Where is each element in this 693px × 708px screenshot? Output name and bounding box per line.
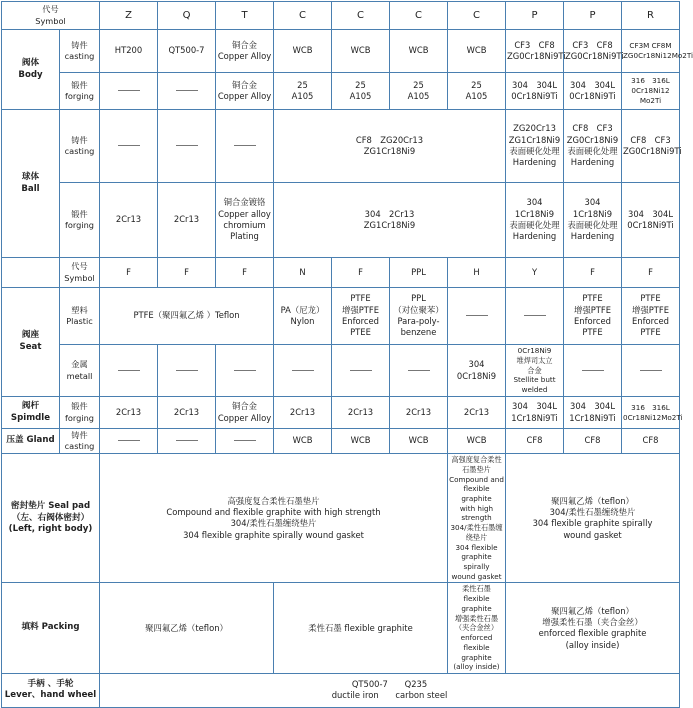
body-label: 阀体 Body bbox=[2, 30, 60, 110]
empty-cell bbox=[274, 345, 332, 397]
cell: 316 316L 0Cr18Ni12 Mo2Ti bbox=[622, 73, 680, 110]
cell: WCB bbox=[274, 30, 332, 73]
cell: 2Cr13 bbox=[100, 397, 158, 429]
code-cell: Z bbox=[100, 2, 158, 30]
cell: ZG20Cr13 ZG1Cr18Ni9 表面硬化处理 Hardening bbox=[506, 110, 564, 183]
cell: CF3 CF8 ZG0Cr18Ni9Ti bbox=[564, 30, 622, 73]
ball-forging-row bbox=[2, 183, 680, 258]
empty-cell bbox=[506, 288, 564, 345]
cell: 304 304L 0Cr18Ni9Ti bbox=[506, 73, 564, 110]
body-casting-row bbox=[2, 30, 680, 73]
packing-label: 填料 Packing bbox=[2, 583, 100, 673]
cell: PPL （对位聚苯） Para-poly- benzene bbox=[390, 288, 448, 345]
cell: 2Cr13 bbox=[158, 397, 216, 429]
cell: QT500-7 bbox=[158, 30, 216, 73]
cell: 25 A105 bbox=[448, 73, 506, 110]
code-cell: F bbox=[158, 258, 216, 288]
cell: 聚四氟乙烯（teflon） 增强柔性石墨（夹合金丝） enforced flexible graphite (alloy inside) bbox=[506, 583, 680, 673]
forging-label: 锻件 forging bbox=[60, 397, 100, 429]
ball-casting-row bbox=[2, 110, 680, 183]
code-cell: C bbox=[448, 2, 506, 30]
seat-label: 阀座 Seat bbox=[2, 288, 60, 397]
cell: PA（尼龙） Nylon bbox=[274, 288, 332, 345]
cell: 高强度复合柔性石墨垫片 Compound and flexible graphite with high strength 304/柔性石墨缠绕垫片 304 flexible graphite spirally wound gasket bbox=[448, 454, 506, 583]
cell: 316 316L 0Cr18Ni12Mo2Ti bbox=[622, 397, 680, 429]
empty-cell bbox=[332, 345, 390, 397]
empty-cell bbox=[100, 110, 158, 183]
code-row-1 bbox=[2, 2, 680, 30]
casting-label: 铸件 casting bbox=[60, 30, 100, 73]
packing-row bbox=[2, 583, 680, 673]
gland-label: 压盖 Gland bbox=[2, 429, 60, 454]
code-cell: F bbox=[332, 258, 390, 288]
cell: WCB bbox=[274, 429, 332, 454]
cell: PTFE 增强PTFE Enforced PTFE bbox=[622, 288, 680, 345]
code-cell: P bbox=[506, 2, 564, 30]
cell: QT500-7 Q235 ductile iron carbon steel bbox=[100, 673, 680, 707]
empty-cell bbox=[100, 429, 158, 454]
cell: 铜合金镀铬 Copper alloy chromium Plating bbox=[216, 183, 274, 258]
cell: WCB bbox=[390, 429, 448, 454]
cell: 铜合金 Copper Alloy bbox=[216, 73, 274, 110]
cell: 2Cr13 bbox=[100, 183, 158, 258]
empty-cell bbox=[158, 73, 216, 110]
lever-row bbox=[2, 673, 680, 707]
stem-row bbox=[2, 397, 680, 429]
empty-cell bbox=[564, 345, 622, 397]
cell: 高强度复合柔性石墨垫片 Compound and flexible graphite with high strength 304/柔性石墨缠绕垫片 304 flexible graphite spirally wound gasket bbox=[100, 454, 448, 583]
code-cell: C bbox=[332, 2, 390, 30]
seat-plastic-row bbox=[2, 288, 680, 345]
empty-cell bbox=[100, 345, 158, 397]
code-cell: Y bbox=[506, 258, 564, 288]
cell: 聚四氟乙烯（teflon） 304/柔性石墨缠绕垫片 304 flexible graphite spirally wound gasket bbox=[506, 454, 680, 583]
cell: 柔性石墨 flexible graphite 增强柔性石墨（夹合金丝） enforced flexible graphite (alloy inside) bbox=[448, 583, 506, 673]
cell: 304 1Cr18Ni9 表面硬化处理 Hardening bbox=[506, 183, 564, 258]
cell: CF8 bbox=[506, 429, 564, 454]
cell: PTFE 增强PTFE Enforced PTFE bbox=[564, 288, 622, 345]
code-label: 代号 Symbol bbox=[2, 2, 100, 30]
cell: 304 2Cr13 ZG1Cr18Ni9 bbox=[274, 183, 506, 258]
code-cell: F bbox=[622, 258, 680, 288]
cell: CF8 CF3 ZG0Cr18Ni9Ti bbox=[622, 110, 680, 183]
code-cell: Q bbox=[158, 2, 216, 30]
code-cell: T bbox=[216, 2, 274, 30]
casting-label: 铸件 casting bbox=[60, 429, 100, 454]
cell: 柔性石墨 flexible graphite bbox=[274, 583, 448, 673]
cell: 2Cr13 bbox=[158, 183, 216, 258]
gland-row bbox=[2, 429, 680, 454]
empty-cell bbox=[448, 288, 506, 345]
code-cell: C bbox=[274, 2, 332, 30]
cell: PTFE 增强PTFE Enforced PTEE bbox=[332, 288, 390, 345]
ball-label: 球体 Ball bbox=[2, 110, 60, 258]
cell: 2Cr13 bbox=[332, 397, 390, 429]
empty-cell bbox=[158, 110, 216, 183]
cell: 25 A105 bbox=[332, 73, 390, 110]
cell: CF3 CF8 ZG0Cr18Ni9Ti bbox=[506, 30, 564, 73]
code-row-2 bbox=[2, 258, 680, 288]
cell: 2Cr13 bbox=[448, 397, 506, 429]
code-cell: P bbox=[564, 2, 622, 30]
code-cell: H bbox=[448, 258, 506, 288]
cell: 聚四氟乙烯（teflon） bbox=[100, 583, 274, 673]
cell: CF8 ZG20Cr13 ZG1Cr18Ni9 bbox=[274, 110, 506, 183]
code-cell: N bbox=[274, 258, 332, 288]
cell: CF8 CF3 ZG0Cr18Ni9 表面硬化处理 Hardening bbox=[564, 110, 622, 183]
code-cell: F bbox=[100, 258, 158, 288]
cell: 铜合金 Copper Alloy bbox=[216, 30, 274, 73]
empty-cell bbox=[158, 345, 216, 397]
empty-cell bbox=[216, 345, 274, 397]
cell: WCB bbox=[332, 429, 390, 454]
cell: WCB bbox=[332, 30, 390, 73]
empty-cell bbox=[390, 345, 448, 397]
forging-label: 锻件 forging bbox=[60, 73, 100, 110]
empty-cell bbox=[158, 429, 216, 454]
cell: 2Cr13 bbox=[390, 397, 448, 429]
cell: CF8 bbox=[622, 429, 680, 454]
cell: 0Cr18Ni9 堆焊司太立 合金 Stellite butt welded bbox=[506, 345, 564, 397]
cell: CF3M CF8M ZG0Cr18Ni12Mo2Ti bbox=[622, 30, 680, 73]
code-cell: F bbox=[564, 258, 622, 288]
cell: 304 304L 1Cr18Ni9Ti bbox=[506, 397, 564, 429]
cell: 铜合金 Copper Alloy bbox=[216, 397, 274, 429]
cell: 304 0Cr18Ni9 bbox=[448, 345, 506, 397]
seat-metal-row bbox=[2, 345, 680, 397]
body-forging-row bbox=[2, 73, 680, 110]
code-cell: F bbox=[216, 258, 274, 288]
cell: WCB bbox=[390, 30, 448, 73]
code-cell: C bbox=[390, 2, 448, 30]
cell: WCB bbox=[448, 30, 506, 73]
cell: 304 304L 1Cr18Ni9Ti bbox=[564, 397, 622, 429]
cell: 304 304L 0Cr18Ni9Ti bbox=[564, 73, 622, 110]
empty-cell bbox=[100, 73, 158, 110]
casting-label: 铸件 casting bbox=[60, 110, 100, 183]
seal-label: 密封垫片 Seal pad （左、右阀体密封） (Left, right body) bbox=[2, 454, 100, 583]
cell: CF8 bbox=[564, 429, 622, 454]
forging-label: 锻件 forging bbox=[60, 183, 100, 258]
empty-cell bbox=[216, 429, 274, 454]
cell: PTFE（聚四氟乙烯 ）Teflon bbox=[100, 288, 274, 345]
cell: 304 1Cr18Ni9 表面硬化处理 Hardening bbox=[564, 183, 622, 258]
empty-cell bbox=[216, 110, 274, 183]
empty-cell bbox=[622, 345, 680, 397]
cell: 25 A105 bbox=[274, 73, 332, 110]
empty-cell bbox=[2, 258, 60, 288]
code-label: 代号 Symbol bbox=[60, 258, 100, 288]
cell: 304 304L 0Cr18Ni9Ti bbox=[622, 183, 680, 258]
code-cell: PPL bbox=[390, 258, 448, 288]
lever-label: 手柄 、手轮 Lever、hand wheel bbox=[2, 673, 100, 707]
stem-label: 阀杆 Spimdle bbox=[2, 397, 60, 429]
cell: 2Cr13 bbox=[274, 397, 332, 429]
metal-label: 金属 metall bbox=[60, 345, 100, 397]
code-cell: R bbox=[622, 2, 680, 30]
seal-row bbox=[2, 454, 680, 583]
cell: HT200 bbox=[100, 30, 158, 73]
cell: WCB bbox=[448, 429, 506, 454]
cell: 25 A105 bbox=[390, 73, 448, 110]
plastic-label: 塑料 Plastic bbox=[60, 288, 100, 345]
material-table bbox=[1, 1, 693, 708]
